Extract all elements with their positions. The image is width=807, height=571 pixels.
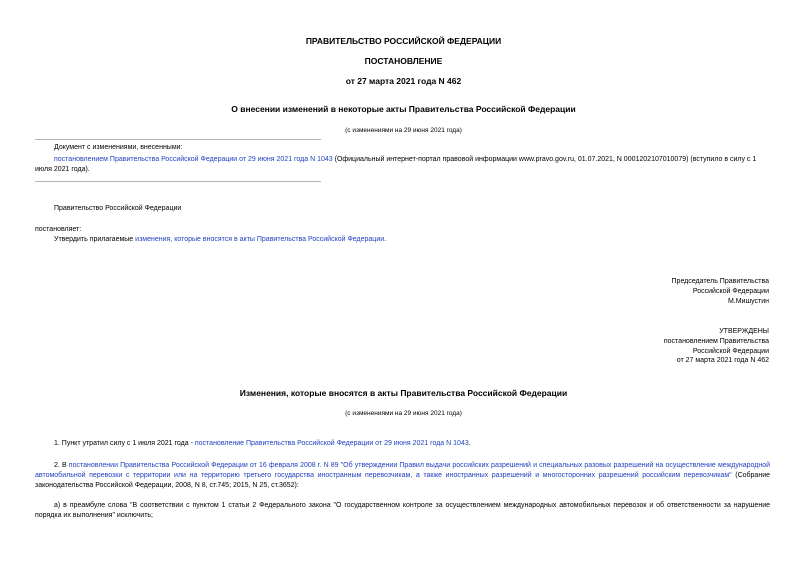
- document-title: О внесении изменений в некоторые акты Правительства Российской Федерации: [231, 104, 576, 114]
- amendment-note: (с изменениями на 29 июня 2021 года): [345, 127, 462, 134]
- approved-changes-link[interactable]: изменения, которые вносятся в акты Правительства Российской Федерации: [135, 236, 385, 243]
- decides-line: постановляет:: [35, 226, 82, 233]
- item-1-suffix: .: [468, 440, 471, 447]
- item-2-suffix: (Собрание законодательства Российской Федерации, 2008, N 8, ст.745; 2015, N 25, ст.3652):: [35, 471, 770, 489]
- changes-source-text: (Официальный интернет-портал правовой информации www.pravo.gov.ru, 01.07.2021, N 0001202107010079) (вступило в силу с 1 июля 2021 года).: [35, 156, 757, 173]
- signature-name: М.Мишустин: [727, 297, 769, 305]
- document-type: ПОСТАНОВЛЕНИЕ: [364, 56, 443, 66]
- amending-act-link[interactable]: постановлением Правительства Российской Федерации от 29 июня 2021 года N 1043: [54, 156, 333, 163]
- approved-date: от 27 марта 2021 года N 462: [676, 357, 769, 365]
- item-1-link[interactable]: постановление Правительства Российской Федерации от 29 июня 2021 года N 1043: [194, 440, 469, 447]
- approve-line: [54, 235, 386, 245]
- item-2a: а) в преамбуле слова "В соответствии с пунктом 1 статьи 2 Федерального закона "О государственном контроле за осуществлением международных автомобильных перевозок и об ответственности за нарушение порядка их выполнения" исключить;: [35, 502, 770, 519]
- government-heading: ПРАВИТЕЛЬСТВО РОССИЙСКОЙ ФЕДЕРАЦИИ: [305, 36, 502, 46]
- item-1-prefix: 1. Пункт утратил силу с 1 июля 2021 года -: [54, 440, 195, 447]
- changes-text: [35, 155, 770, 175]
- item-2-link[interactable]: постановлении Правительства Российской Федерации от 16 февраля 2008 г. N 89 "Об утверждении Правил выдачи российских разрешений и специальных разовых разрешений на осуществление международной автомобильной перевозки с территории или на территорию третьего государства иностранным перевозчикам, а также иностранных разрешений и многосторонних разрешений российским перевозчикам": [35, 462, 770, 479]
- approve-prefix: Утвердить прилагаемые: [54, 236, 136, 243]
- government-line: Правительство Российской Федерации: [54, 205, 182, 212]
- approved-org: Российской Федерации: [692, 347, 769, 355]
- approved-by: постановлением Правительства: [663, 337, 769, 345]
- annex-amendment-note: (с изменениями на 29 июня 2021 года): [345, 410, 462, 417]
- signature-block: [672, 277, 769, 306]
- document-date-number: от 27 марта 2021 года N 462: [345, 76, 462, 86]
- approved-label: УТВЕРЖДЕНЫ: [719, 328, 769, 335]
- changes-intro: Документ с изменениями, внесенными:: [54, 144, 183, 151]
- item-1: [54, 439, 471, 449]
- divider-top: [35, 139, 321, 140]
- divider-bottom: [35, 181, 321, 182]
- item-2-prefix: 2. В: [54, 462, 69, 469]
- signature-org: Российской Федерации: [692, 287, 769, 295]
- item-2: [35, 461, 770, 490]
- approve-suffix: .: [384, 236, 387, 243]
- annex-title: Изменения, которые вносятся в акты Правительства Российской Федерации: [239, 388, 568, 398]
- signature-title: Председатель Правительства: [671, 278, 769, 285]
- approved-block: [664, 327, 769, 366]
